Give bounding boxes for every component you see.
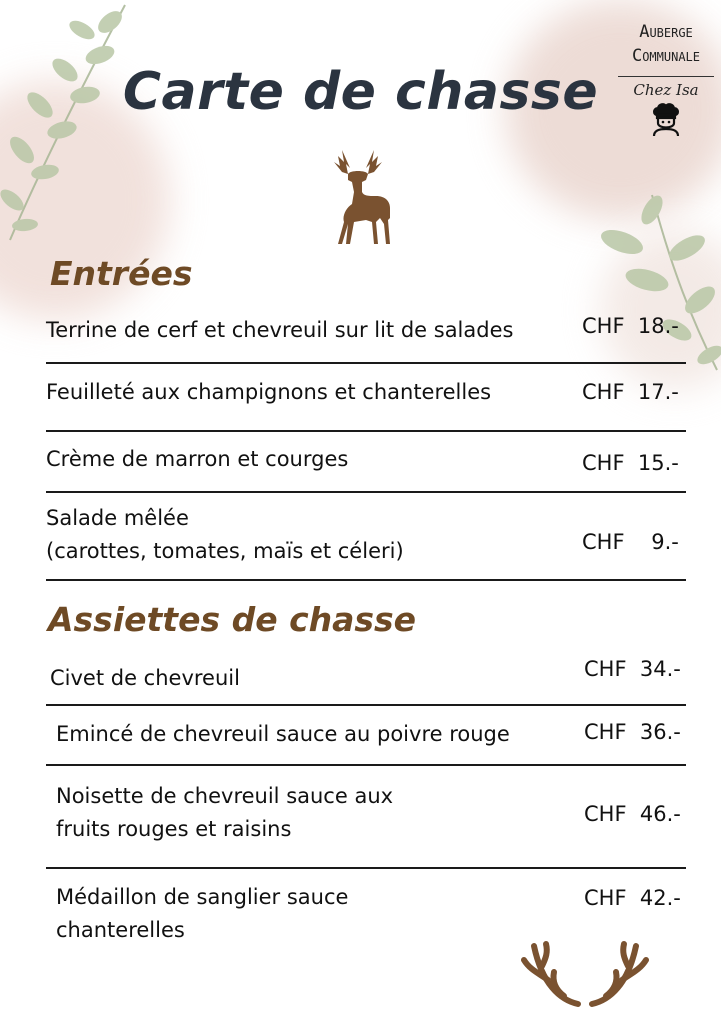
menu-item-name: Terrine de cerf et chevreuil sur lit de salades [46,318,514,342]
eucalyptus-leaves-right-icon [592,190,721,380]
deer-icon [324,148,396,248]
brand-line-2: Communale [631,46,701,66]
antlers-icon [520,940,650,1010]
brand-line-3: Chez Isa [633,81,699,99]
menu-item-name: Médaillon de sanglier sauce [56,885,349,909]
menu-item-name: Emincé de chevreuil sauce au poivre rouge [56,722,510,746]
menu-item-price: CHF 34.- [584,657,681,681]
menu-divider [46,430,686,432]
menu-item-name: Feuilleté aux champignons et chanterelles [46,380,492,404]
menu-item-name: Noisette de chevreuil sauce aux [56,784,394,808]
menu-item-name-line-2: chanterelles [56,918,185,942]
restaurant-brand [612,22,720,141]
menu-item-price: CHF 36.- [584,720,681,744]
menu-item-name: Salade mêlée [46,506,189,530]
page-title: Carte de chasse [122,62,599,122]
menu-item-price: CHF 17.- [582,380,679,404]
menu-item-price: CHF 15.- [582,451,679,475]
menu-divider [46,867,686,869]
menu-item-name-line-2: (carottes, tomates, maïs et céleri) [46,539,404,563]
menu-item-price: CHF 9.- [582,530,679,554]
eucalyptus-leaves-icon [0,0,140,250]
menu-item-price: CHF 18.- [582,314,679,338]
menu-item-price: CHF 46.- [584,802,681,826]
section-heading-entrees: Entrées [50,254,193,293]
menu-item-name-line-2: fruits rouges et raisins [56,817,292,841]
brand-divider [618,76,714,77]
menu-item-name: Crème de marron et courges [46,447,349,471]
menu-divider [46,764,686,766]
menu-item-price: CHF 42.- [584,886,681,910]
menu-divider [46,704,686,706]
menu-divider [46,362,686,364]
menu-divider [46,491,686,493]
chef-icon [650,103,682,137]
brand-line-1: Auberge [639,22,693,42]
menu-divider [46,579,686,581]
menu-item-name: Civet de chevreuil [50,666,240,690]
section-heading-assiettes: Assiettes de chasse [48,600,417,639]
